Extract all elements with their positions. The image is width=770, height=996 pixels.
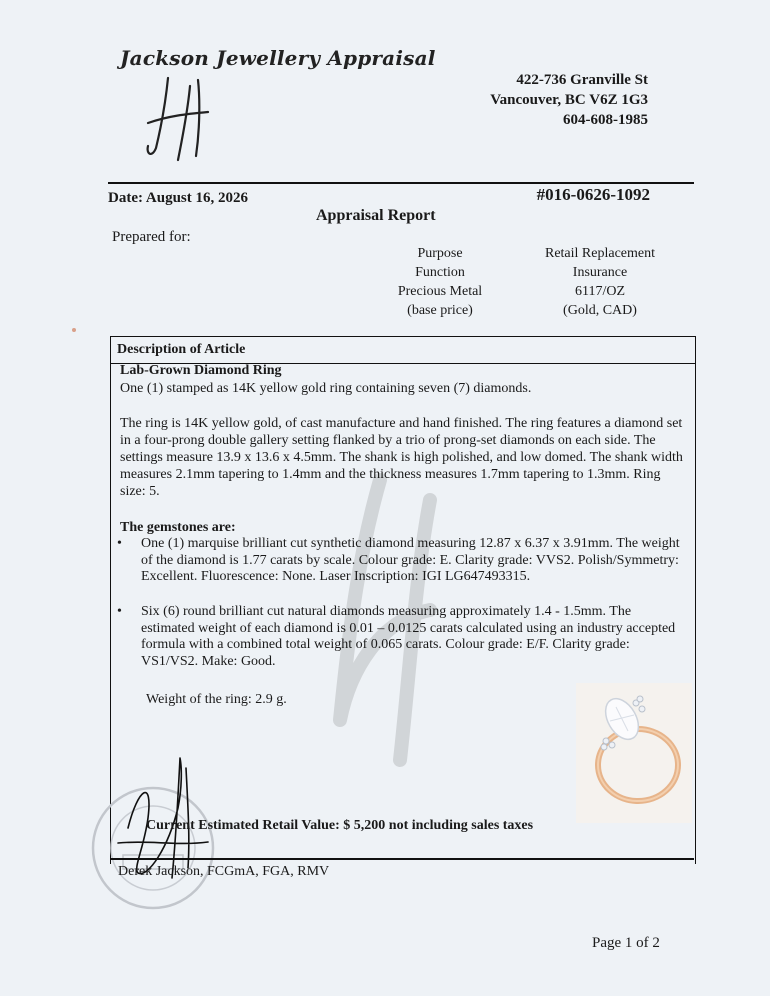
item-title: Lab-Grown Diamond Ring xyxy=(120,363,282,378)
detail-labels xyxy=(380,244,500,320)
function-value: Insurance xyxy=(572,265,628,280)
gemstone-item xyxy=(117,536,686,586)
company-address xyxy=(490,70,648,130)
prepared-for-label: Prepared for: xyxy=(112,229,191,245)
ring-photo-icon xyxy=(576,683,692,823)
base-price-label: (base price) xyxy=(407,303,473,318)
signature-divider xyxy=(110,858,694,860)
report-date: Date: August 16, 2026 xyxy=(108,190,249,206)
description-header xyxy=(111,337,695,364)
report-title: Appraisal Report xyxy=(316,207,436,224)
precious-metal-value: 6117/OZ xyxy=(574,284,626,299)
signer-name: Derek Jackson, FCGmA, FGA, RMV xyxy=(118,864,330,879)
bullet-icon: • xyxy=(117,604,122,619)
item-summary: One (1) stamped as 14K yellow gold ring containing seven (7) diamonds. xyxy=(120,381,532,396)
bullet-icon: • xyxy=(117,536,122,551)
base-price-value: (Gold, CAD) xyxy=(563,303,637,318)
address-line-1: 422-736 Granville St xyxy=(516,72,648,88)
detail-values xyxy=(520,244,680,320)
report-number: #016-0626-1092 xyxy=(536,185,650,204)
company-name: Jackson Jewellery Appraisal xyxy=(120,46,436,70)
function-label: Function xyxy=(415,265,465,280)
gemstone-text-2: Six (6) round brilliant cut natural diamonds measuring approximately 1.4 - 1.5mm. The estimated weight of each diamond is 0.01 – 0.0125 carats calculated using an industry accepted formula with a combined total weight of 0.065 carats. Colour grade: E/F. Clarity grade: VS1/VS2. Make: Good. xyxy=(141,604,676,669)
header-divider xyxy=(108,182,694,184)
company-phone: 604-608-1985 xyxy=(563,112,648,128)
description-heading: Description of Article xyxy=(117,342,246,357)
page-number: Page 1 of 2 xyxy=(592,935,660,951)
gemstones-heading: The gemstones are: xyxy=(120,520,236,535)
address-line-2: Vancouver, BC V6Z 1G3 xyxy=(490,92,648,108)
purpose-value: Retail Replacement xyxy=(544,246,655,261)
item-description: The ring is 14K yellow gold, of cast manufacture and hand finished. The ring features a diamond set in a four-prong double gallery setting flanked by a trio of prong-set diamonds on each side. The settings measure 13.9 x 13.6 x 4.5mm. The shank is high polished, and low domed. The shank width measures 2.1mm tapering to 1.4mm and the thickness measures 1.7mm tapering to 1.3mm. Ring size: 5. xyxy=(120,416,683,499)
gemstone-item xyxy=(117,604,686,670)
gemstone-text-1: One (1) marquise brilliant cut synthetic diamond measuring 12.87 x 6.37 x 3.91mm. The weight of the diamond is 1.77 carats by scale. Colour grade: E. Clarity grade: VVS2. Polish/Symmetry: Excellent. Fluorescence: None. Laser Inscription: IGI LG647493315. xyxy=(141,536,680,584)
precious-metal-label: Precious Metal xyxy=(397,284,483,299)
page-mark xyxy=(72,328,76,332)
ring-weight: Weight of the ring: 2.9 g. xyxy=(146,692,287,707)
purpose-label: Purpose xyxy=(417,246,463,261)
retail-value: Current Estimated Retail Value: $ 5,200 not including sales taxes xyxy=(146,818,534,833)
jh-monogram-icon xyxy=(138,68,228,168)
